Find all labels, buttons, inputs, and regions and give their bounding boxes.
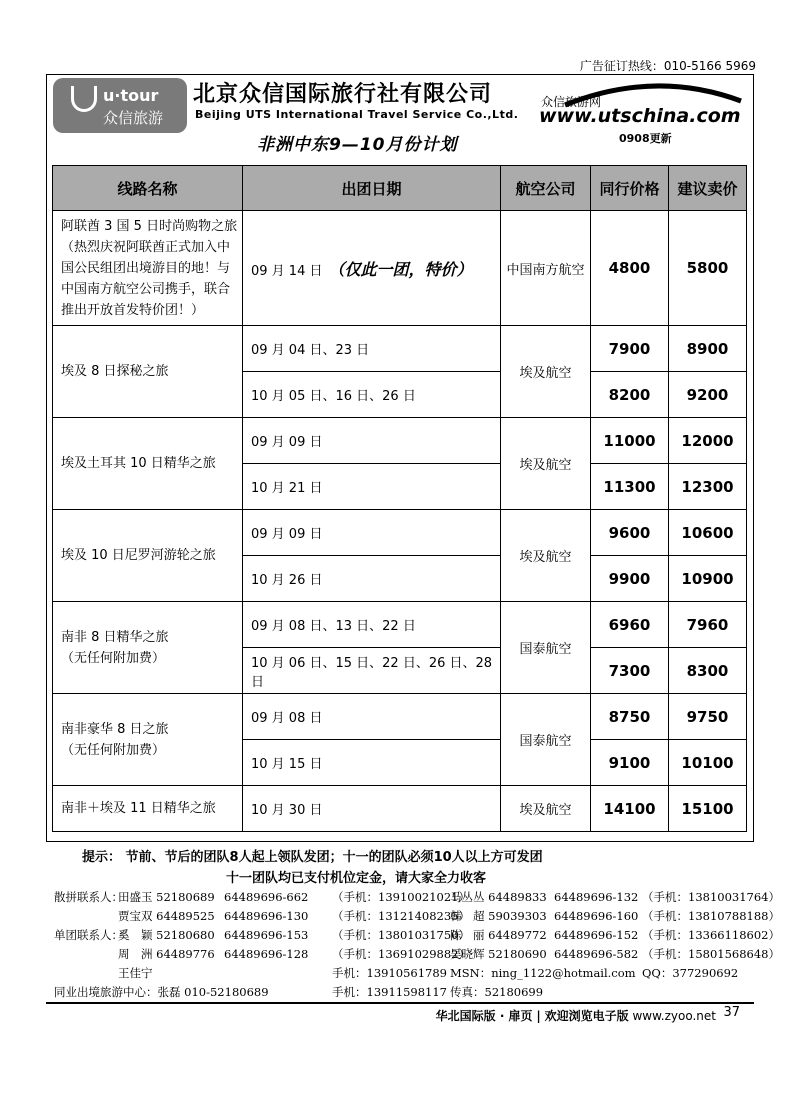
contact-row: 单团联系人：奚 颖 52180680 64489696-153 （手机：13801031750）陈 丽 64489772 64489696-152 （手机：13366118602） bbox=[54, 928, 780, 942]
peer-price-cell: 8750 bbox=[591, 694, 669, 740]
date-cell: 09 月 09 日 bbox=[243, 418, 501, 464]
contact-row: 贾宝双 64489525 64489696-130 （手机：13121408235）韩 超 59039303 64489696-160 （手机：13810788188） bbox=[118, 909, 780, 923]
peer-price-cell: 11000 bbox=[591, 418, 669, 464]
date-cell: 10 月 30 日 bbox=[243, 786, 501, 832]
route-cell: 南非 8 日精华之旅 （无任何附加费） bbox=[53, 602, 243, 694]
retail-price-cell: 5800 bbox=[669, 211, 747, 326]
retail-price-cell: 9200 bbox=[669, 372, 747, 418]
peer-price-cell: 7900 bbox=[591, 326, 669, 372]
date-cell: 09 月 09 日 bbox=[243, 510, 501, 556]
table-row bbox=[53, 694, 747, 740]
site-name: 众信旅游网 bbox=[541, 95, 602, 109]
update-note: 0908更新 bbox=[619, 132, 672, 145]
peer-price-cell: 14100 bbox=[591, 786, 669, 832]
retail-price-cell: 8900 bbox=[669, 326, 747, 372]
retail-price-cell: 12300 bbox=[669, 464, 747, 510]
airline-cell: 埃及航空 bbox=[501, 326, 591, 418]
header bbox=[47, 75, 753, 163]
airline-cell: 国泰航空 bbox=[501, 602, 591, 694]
date-cell: 10 月 15 日 bbox=[243, 740, 501, 786]
airline-cell: 埃及航空 bbox=[501, 786, 591, 832]
tip-line-2: 十一团队均已支付机位定金，请大家全力收客 bbox=[226, 871, 487, 886]
route-cell: 南非豪华 8 日之旅 （无任何附加费） bbox=[53, 694, 243, 786]
date-cell: 09 月 08 日、13 日、22 日 bbox=[243, 602, 501, 648]
retail-price-cell: 10600 bbox=[669, 510, 747, 556]
peer-price-cell: 9900 bbox=[591, 556, 669, 602]
table-row bbox=[53, 602, 747, 648]
tip-line-1: 提示： 节前、节后的团队8人起上领队发团；十一的团队必须10人以上方可发团 bbox=[82, 850, 543, 865]
footer-site[interactable]: www.zyoo.net bbox=[632, 1009, 716, 1023]
date-cell: 09 月 08 日 bbox=[243, 694, 501, 740]
date-cell: 09 月 14 日 （仅此一团，特价） bbox=[243, 211, 501, 326]
company-name-cn: 北京众信国际旅行社有限公司 bbox=[193, 82, 493, 107]
contact-row: 同业出境旅游中心：张磊 010-52180689 手机：13911598117 传真：52180699 bbox=[54, 985, 544, 999]
route-cell: 埃及 10 日尼罗河游轮之旅 bbox=[53, 510, 243, 602]
tour-table bbox=[52, 165, 747, 832]
date-cell: 10 月 26 日 bbox=[243, 556, 501, 602]
plan-title: 非洲中东9—10月份计划 bbox=[257, 135, 458, 155]
retail-price-cell: 9750 bbox=[669, 694, 747, 740]
page-number: 37 bbox=[723, 1005, 740, 1020]
airline-cell: 中国南方航空 bbox=[501, 211, 591, 326]
airline-cell: 国泰航空 bbox=[501, 694, 591, 786]
footer-slogan: 欢迎浏览电子版 bbox=[544, 1009, 629, 1023]
contact-row: 王佳宁 手机：13910561789 MSN：ning_1122@hotmail.com QQ：377290692 bbox=[118, 966, 739, 980]
peer-price-cell: 7300 bbox=[591, 648, 669, 694]
route-cell: 南非＋埃及 11 日精华之旅 bbox=[53, 786, 243, 832]
footer: 华北国际版 · 扉页 | 欢迎浏览电子版 www.zyoo.net bbox=[435, 1009, 716, 1023]
retail-price-cell: 12000 bbox=[669, 418, 747, 464]
date-cell: 10 月 06 日、15 日、22 日、26 日、28 日 bbox=[243, 648, 501, 694]
route-cell: 阿联酋 3 国 5 日时尚购物之旅（热烈庆祝阿联酋正式加入中国公民组团出境游目的地！与中国南方航空公司携手，联合推出开放首发特价团！） bbox=[53, 211, 243, 326]
table-row bbox=[53, 786, 747, 832]
site-url[interactable]: www.utschina.com bbox=[539, 105, 741, 127]
plan-frame bbox=[46, 74, 754, 842]
retail-price-cell: 8300 bbox=[669, 648, 747, 694]
smile-logo-icon bbox=[71, 86, 97, 112]
airline-cell: 埃及航空 bbox=[501, 510, 591, 602]
header-peer-price: 同行价格 bbox=[591, 166, 669, 211]
date-cell: 09 月 04 日、23 日 bbox=[243, 326, 501, 372]
table-row bbox=[53, 211, 747, 326]
peer-price-cell: 8200 bbox=[591, 372, 669, 418]
date-cell: 10 月 21 日 bbox=[243, 464, 501, 510]
logo-en: u·tour bbox=[103, 86, 159, 105]
peer-price-cell: 9600 bbox=[591, 510, 669, 556]
ad-hotline: 广告征订热线：010-5166 5969 bbox=[579, 59, 756, 73]
retail-price-cell: 10900 bbox=[669, 556, 747, 602]
peer-price-cell: 6960 bbox=[591, 602, 669, 648]
header-route: 线路名称 bbox=[53, 166, 243, 211]
header-date: 出团日期 bbox=[243, 166, 501, 211]
route-cell: 埃及 8 日探秘之旅 bbox=[53, 326, 243, 418]
date-cell: 10 月 05 日、16 日、26 日 bbox=[243, 372, 501, 418]
route-cell: 埃及土耳其 10 日精华之旅 bbox=[53, 418, 243, 510]
footer-rule bbox=[46, 1002, 754, 1004]
peer-price-cell: 11300 bbox=[591, 464, 669, 510]
retail-price-cell: 15100 bbox=[669, 786, 747, 832]
contact-row: 周 洲 64489776 64489696-128 （手机：13691029882）吴晓辉 52180690 64489696-582 （手机：15801568648） bbox=[118, 947, 780, 961]
table-row bbox=[53, 326, 747, 372]
footer-edition: 华北国际版 · 扉页 bbox=[435, 1009, 533, 1023]
header-airline: 航空公司 bbox=[501, 166, 591, 211]
contact-row: 散拼联系人：田盛玉 52180689 64489696-662 （手机：13910021021）马丛丛 64489833 64489696-132 （手机：13810031764） bbox=[54, 890, 780, 904]
peer-price-cell: 4800 bbox=[591, 211, 669, 326]
company-name-en: Beijing UTS International Travel Service Co.,Ltd. bbox=[195, 108, 519, 121]
airline-cell: 埃及航空 bbox=[501, 418, 591, 510]
logo[interactable] bbox=[53, 78, 187, 133]
special-offer: （仅此一团，特价） bbox=[328, 259, 473, 279]
peer-price-cell: 9100 bbox=[591, 740, 669, 786]
header-retail-price: 建议卖价 bbox=[669, 166, 747, 211]
table-row bbox=[53, 510, 747, 556]
table-row bbox=[53, 418, 747, 464]
logo-cn: 众信旅游 bbox=[103, 109, 164, 127]
retail-price-cell: 7960 bbox=[669, 602, 747, 648]
retail-price-cell: 10100 bbox=[669, 740, 747, 786]
